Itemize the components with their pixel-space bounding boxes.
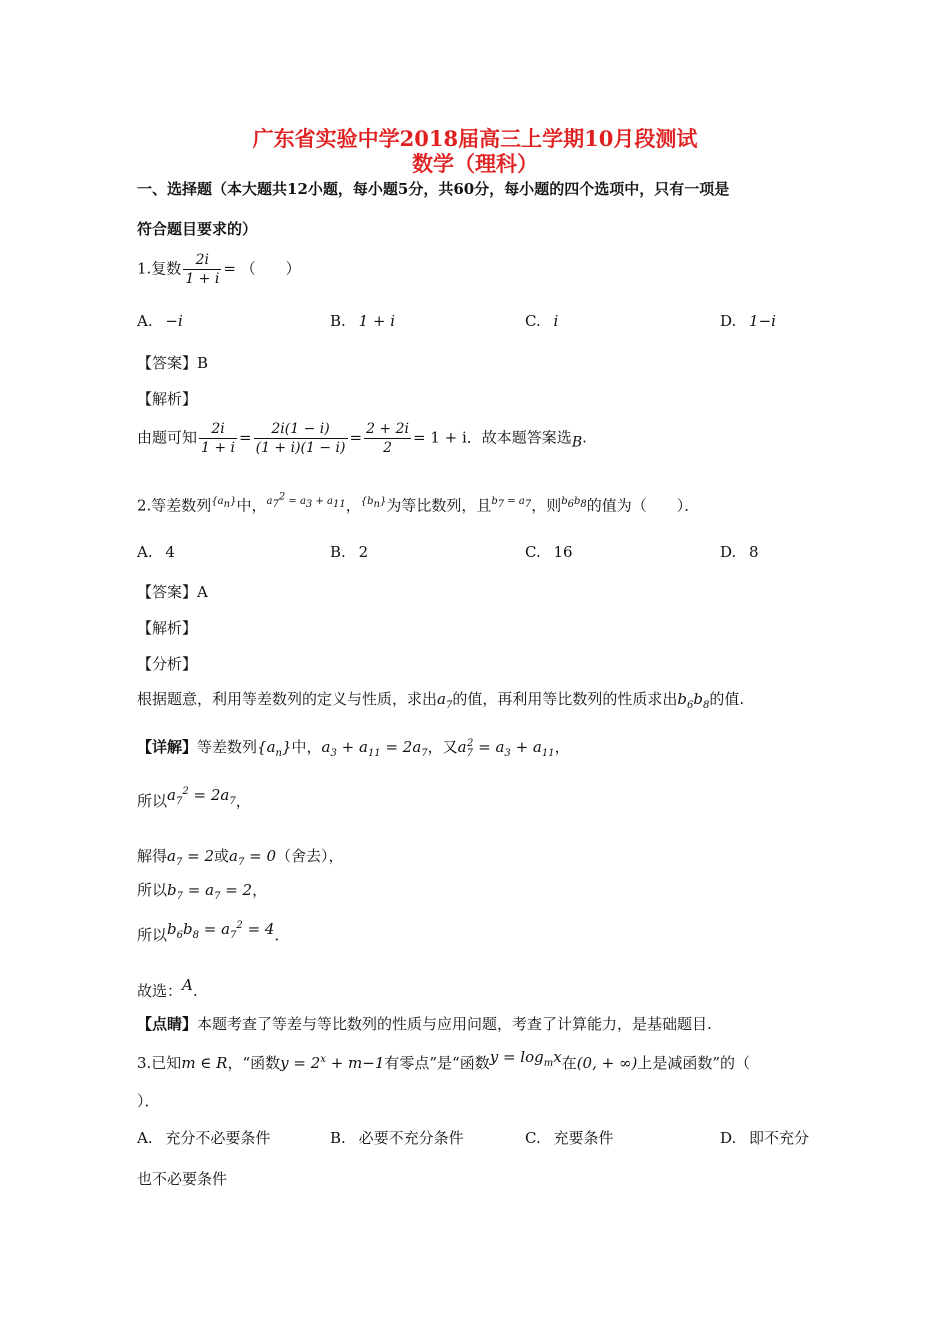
q2-line-suoyi: 所以$^{a_7^2 = 2a_7}$， bbox=[137, 786, 251, 810]
q2-line-guxuan: 故选：$^A$. bbox=[137, 976, 198, 1000]
q1-option-c: C. i bbox=[525, 312, 559, 330]
q2-dianjing: 【点睛】本题考查了等差与等比数列的性质与应用问题，考查了计算能力，是基础题目. bbox=[137, 1015, 712, 1033]
q3-option-a: A. 充分不必要条件 bbox=[137, 1129, 271, 1147]
q2-fenxi-label: 【分析】 bbox=[137, 655, 198, 673]
page-subtitle: 数学（理科） bbox=[412, 151, 538, 176]
q3-option-c: C. 充要条件 bbox=[525, 1129, 614, 1147]
q1-solution: 由题可知 $\frac{2i}{1 + i}$ = $\frac{2i(1 - i)}{(1 + i)(1 - i)}$ = $\frac{2 + 2i}{2}$ = 1 + i．故本题答案选$_B$. bbox=[137, 421, 587, 456]
q1-option-a: A. −i bbox=[137, 312, 183, 330]
q1-suffix: = （ ） bbox=[223, 259, 301, 278]
q1-analysis-label: 【解析】 bbox=[137, 390, 198, 408]
q3-option-d-cont: 也不必要条件 bbox=[137, 1170, 228, 1188]
q3-option-b: B. 必要不充分条件 bbox=[330, 1129, 464, 1147]
q2-line-suoyi-3: 所以$^{b_6b_8 = a_7^2 = 4}$． bbox=[137, 920, 290, 944]
q3-stem-cont: ）． bbox=[137, 1092, 160, 1110]
question-2-stem: 2.等差数列$^{\{a_n\}}$中，$^{a_7^2 = a_3 + a_{11}}$，$^{\{b_n\}}$为等比数列，且$^{b_7 = a_7}$，则$^{b_6b_8}$的值为（ ）． bbox=[137, 492, 700, 515]
q1-option-d: D. 1−i bbox=[720, 312, 776, 330]
question-3-stem: 3.已知m ∈ R，“函数$y = 2^x + m-1$有零点”是“函数$^{y = log_mx}$在(0, + ∞)上是减函数”的（ bbox=[137, 1048, 750, 1072]
section-header: 一、选择题（本大题共12小题，每小题5分，共60分，每小题的四个选项中，只有一项是 bbox=[137, 180, 730, 198]
q2-option-d: D. 8 bbox=[720, 543, 759, 561]
q2-line-jiede: 解得$a_7 = 2$或$a_7 = 0$（舍去）， bbox=[137, 847, 344, 868]
q1-answer: 【答案】B bbox=[137, 354, 209, 372]
q1-option-b: B. 1 + i bbox=[330, 312, 396, 330]
q1-fraction: $\frac{2i}{1 + i}$ bbox=[185, 252, 220, 287]
q2-answer: 【答案】A bbox=[137, 583, 208, 601]
section-header-cont: 符合题目要求的） bbox=[137, 220, 258, 238]
q2-option-c: C. 16 bbox=[525, 543, 573, 561]
q2-option-b: B. 2 bbox=[330, 543, 369, 561]
q2-analysis-label: 【解析】 bbox=[137, 619, 198, 637]
q2-detail: 【详解】等差数列$\{a_n\}$中，$a_3 + a_{11} = 2a_7$，又$a_7^2 = a_3 + a_{11}$， bbox=[137, 738, 570, 759]
q2-line-suoyi-2: 所以$b_7 = a_7 = 2$， bbox=[137, 881, 268, 902]
q2-option-a: A. 4 bbox=[137, 543, 175, 561]
q1-prefix: 1.复数 bbox=[137, 259, 182, 278]
q2-fenxi-text: 根据题意，利用等差数列的定义与性质，求出$a_7$的值，再利用等比数列的性质求出$b_6b_8$的值. bbox=[137, 690, 745, 711]
question-1-stem bbox=[137, 251, 301, 288]
page-title: 广东省实验中学2018届高三上学期10月段测试 bbox=[252, 126, 698, 151]
q3-option-d: D. 即不充分 bbox=[720, 1129, 810, 1147]
